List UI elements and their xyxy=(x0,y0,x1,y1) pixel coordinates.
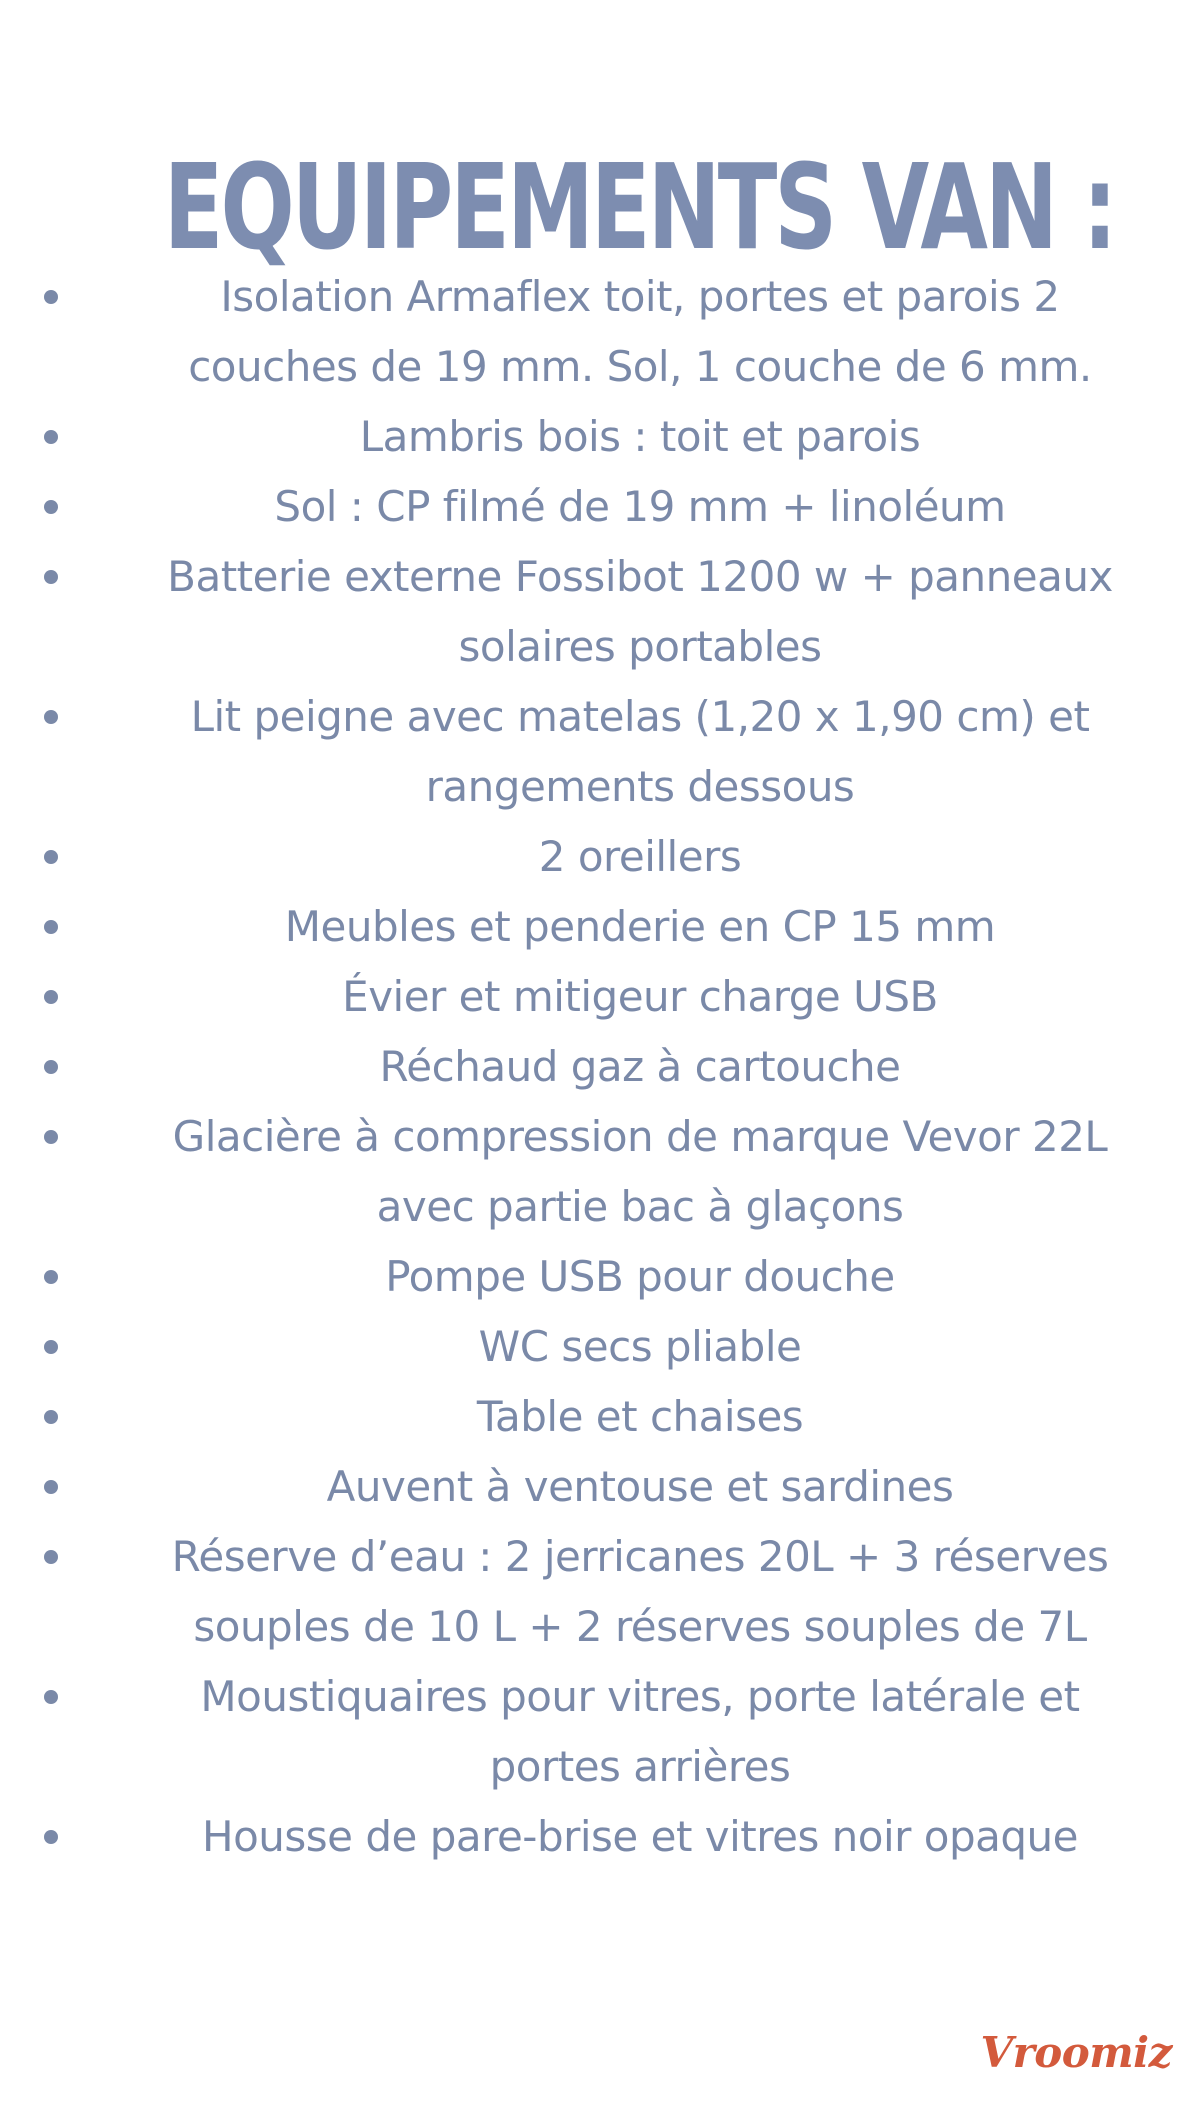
list-item-text: Housse de pare-brise et vitres noir opaque xyxy=(202,1812,1078,1861)
list-item xyxy=(0,682,1200,822)
bullet-icon xyxy=(44,1550,58,1564)
bullet-icon xyxy=(44,500,58,514)
bullet-icon xyxy=(44,920,58,934)
list-item-text: Lambris bois : toit et parois xyxy=(359,412,921,461)
list-item xyxy=(0,1522,1200,1662)
list-item-text: 2 oreillers xyxy=(538,832,742,881)
list-item xyxy=(0,962,1200,1032)
list-item xyxy=(0,892,1200,962)
list-item-text: portes arrières xyxy=(489,1742,791,1791)
bullet-icon xyxy=(44,1340,58,1354)
list-item xyxy=(0,1102,1200,1242)
page-title: EQUIPEMENTS VAN : xyxy=(163,138,1115,277)
list-item xyxy=(0,1312,1200,1382)
list-item xyxy=(0,542,1200,682)
list-item-text: Sol : CP filmé de 19 mm + linoléum xyxy=(274,482,1006,531)
list-item xyxy=(0,1242,1200,1312)
list-item-text: rangements dessous xyxy=(425,762,855,811)
list-item-text: Meubles et penderie en CP 15 mm xyxy=(284,902,996,951)
bullet-icon xyxy=(44,1410,58,1424)
list-item-text: Pompe USB pour douche xyxy=(385,1252,895,1301)
list-item xyxy=(0,1662,1200,1802)
list-item xyxy=(0,262,1200,402)
list-item-text: souples de 10 L + 2 réserves souples de 7L xyxy=(193,1602,1087,1651)
equipment-list xyxy=(0,262,1200,1872)
list-item-text: Moustiquaires pour vitres, porte latérale et xyxy=(200,1672,1080,1721)
list-item-text: Isolation Armaflex toit, portes et parois 2 xyxy=(220,272,1060,321)
bullet-icon xyxy=(44,850,58,864)
list-item-text: Glacière à compression de marque Vevor 22L xyxy=(172,1112,1108,1161)
list-item-text: avec partie bac à glaçons xyxy=(376,1182,904,1231)
list-item-text: Lit peigne avec matelas (1,20 x 1,90 cm) et xyxy=(190,692,1090,741)
list-item xyxy=(0,1452,1200,1522)
list-item xyxy=(0,1802,1200,1872)
bullet-icon xyxy=(44,1130,58,1144)
list-item xyxy=(0,472,1200,542)
bullet-icon xyxy=(44,1480,58,1494)
bullet-icon xyxy=(44,570,58,584)
list-item-text: Évier et mitigeur charge USB xyxy=(342,972,938,1021)
list-item-text: solaires portables xyxy=(458,622,822,671)
bullet-icon xyxy=(44,1060,58,1074)
list-item-text: Table et chaises xyxy=(476,1392,804,1441)
list-item-text: Batterie externe Fossibot 1200 w + panneaux xyxy=(167,552,1113,601)
bullet-icon xyxy=(44,1830,58,1844)
bullet-icon xyxy=(44,990,58,1004)
list-item-text: Réchaud gaz à cartouche xyxy=(379,1042,901,1091)
list-item-text: couches de 19 mm. Sol, 1 couche de 6 mm. xyxy=(188,342,1092,391)
list-item-text: Auvent à ventouse et sardines xyxy=(326,1462,954,1511)
list-item xyxy=(0,402,1200,472)
list-item-text: WC secs pliable xyxy=(478,1322,802,1371)
bullet-icon xyxy=(44,1690,58,1704)
list-item-text: Réserve d’eau : 2 jerricanes 20L + 3 réserves xyxy=(171,1532,1109,1581)
bullet-icon xyxy=(44,710,58,724)
bullet-icon xyxy=(44,1270,58,1284)
brand-logo: Vroomiz xyxy=(980,2028,1172,2077)
bullet-icon xyxy=(44,430,58,444)
bullet-icon xyxy=(44,290,58,304)
list-item xyxy=(0,1032,1200,1102)
list-item xyxy=(0,822,1200,892)
list-item xyxy=(0,1382,1200,1452)
